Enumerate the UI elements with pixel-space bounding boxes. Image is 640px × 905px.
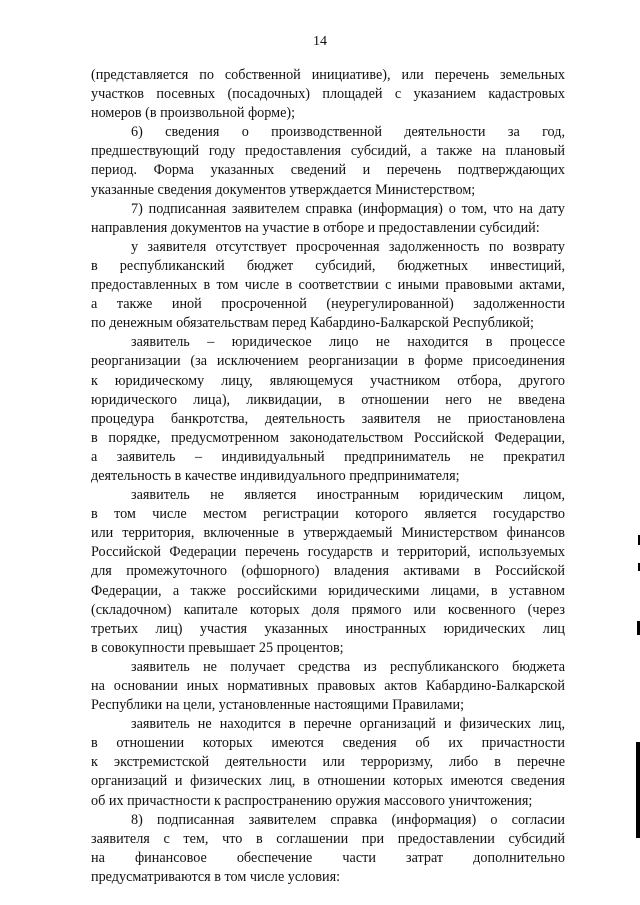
text-line: к юридическому лицу, являющемуся участником отбора, другого [91, 372, 565, 389]
text-line: предоставленных в том числе в соответствии с иными правовыми актами, [91, 277, 565, 294]
text-line: участков посевных (посадочных) площадей с указанием кадастровых [91, 86, 565, 103]
text-line: на финансовое обеспечение части затрат дополнительно [91, 849, 565, 866]
text-line: юридического лица), ликвидации, в отношении него не введена [91, 391, 565, 408]
paragraph [91, 238, 565, 333]
paragraph [91, 658, 565, 715]
text-line: 6) сведения о производственной деятельности за год, [131, 124, 565, 141]
text-line: заявитель не находится в перечне организаций и физических лиц, [131, 716, 565, 733]
text-line: у заявителя отсутствует просроченная задолженность по возврату [131, 238, 565, 255]
text-line: в порядке, предусмотренном законодательством Российской Федерации, [91, 429, 565, 446]
text-line: в том числе местом регистрации которого является государство [91, 506, 565, 523]
text-line: на основании иных нормативных правовых актов Кабардино-Балкарской [91, 678, 565, 694]
text-line: организаций и физических лиц, в отношении которых имеются сведения [91, 773, 565, 790]
paragraph [91, 486, 565, 658]
text-line: заявитель – юридическое лицо не находится в процессе [131, 334, 565, 351]
document-body [91, 66, 565, 887]
text-line: Республики на цели, установленные настоящими Правилами; [91, 697, 465, 714]
text-line: (складочном) капитале которых доля прямого или косвенного (через [91, 601, 565, 618]
text-line: (представляется по собственной инициативе), или перечень земельных [91, 67, 565, 83]
text-line: номеров (в произвольной форме); [91, 105, 296, 122]
text-line: третьих лиц) участия указанных иностранных юридических лиц [91, 620, 565, 637]
text-line: предусматриваются в том числе условия: [91, 868, 341, 885]
text-line: в совокупности превышает 25 процентов; [91, 639, 344, 656]
text-line: направления документов на участие в отборе и предоставлении субсидий: [91, 219, 540, 236]
paragraph [91, 333, 565, 486]
page-number: 14 [313, 34, 327, 49]
text-line: а заявитель – индивидуальный предприниматель не прекратил [91, 448, 565, 465]
text-line: по денежным обязательствам перед Кабардино-Балкарской Республикой; [91, 315, 534, 332]
text-line: процедура банкротства, деятельность заявителя не приостановлена [91, 410, 565, 427]
text-line: заявитель не является иностранным юридическим лицом, [131, 487, 565, 504]
text-line: или территория, включенные в утверждаемый Министерством финансов [91, 525, 565, 542]
text-line: 7) подписанная заявителем справка (информация) о том, что на дату [131, 200, 565, 217]
text-line: для промежуточного (офшорного) владения активами в Российской [91, 563, 565, 580]
text-line: период. Форма указанных сведений и перечень подтверждающих [91, 162, 565, 179]
scan-artifact [636, 742, 640, 838]
paragraph [91, 811, 565, 887]
text-line: заявителя с тем, что в соглашении при предоставлении субсидий [91, 830, 565, 847]
text-line: деятельность в качестве индивидуального предпринимателя; [91, 467, 460, 484]
text-line: 8) подписанная заявителем справка (информация) о согласии [131, 811, 565, 828]
text-line: указанные сведения документов утверждается Министерством; [91, 181, 476, 198]
paragraph [91, 66, 565, 123]
text-line: реорганизации (за исключением реорганизации в форме присоединения [91, 353, 565, 370]
paragraph [91, 200, 565, 238]
text-line: в республиканский бюджет субсидий, бюджетных инвестиций, [91, 257, 565, 274]
text-line: в отношении которых имеются сведения об их причастности [91, 735, 565, 752]
paragraph [91, 715, 565, 810]
text-line: предшествующий году предоставления субсидий, а также на плановый [91, 143, 565, 160]
text-line: Федерации, а также российскими юридическими лицами, в уставном [91, 582, 565, 599]
text-line: об их причастности к распространению оружия массового уничтожения; [91, 792, 533, 809]
paragraph [91, 123, 565, 199]
text-line: а также иной просроченной (неурегулированной) задолженности [91, 296, 565, 313]
text-line: Российской Федерации перечень государств и территорий, используемых [91, 544, 565, 561]
text-line: заявитель не получает средства из республиканского бюджета [131, 658, 565, 675]
text-line: к экстремистской деятельности или терроризму, либо в перечне [91, 754, 565, 771]
